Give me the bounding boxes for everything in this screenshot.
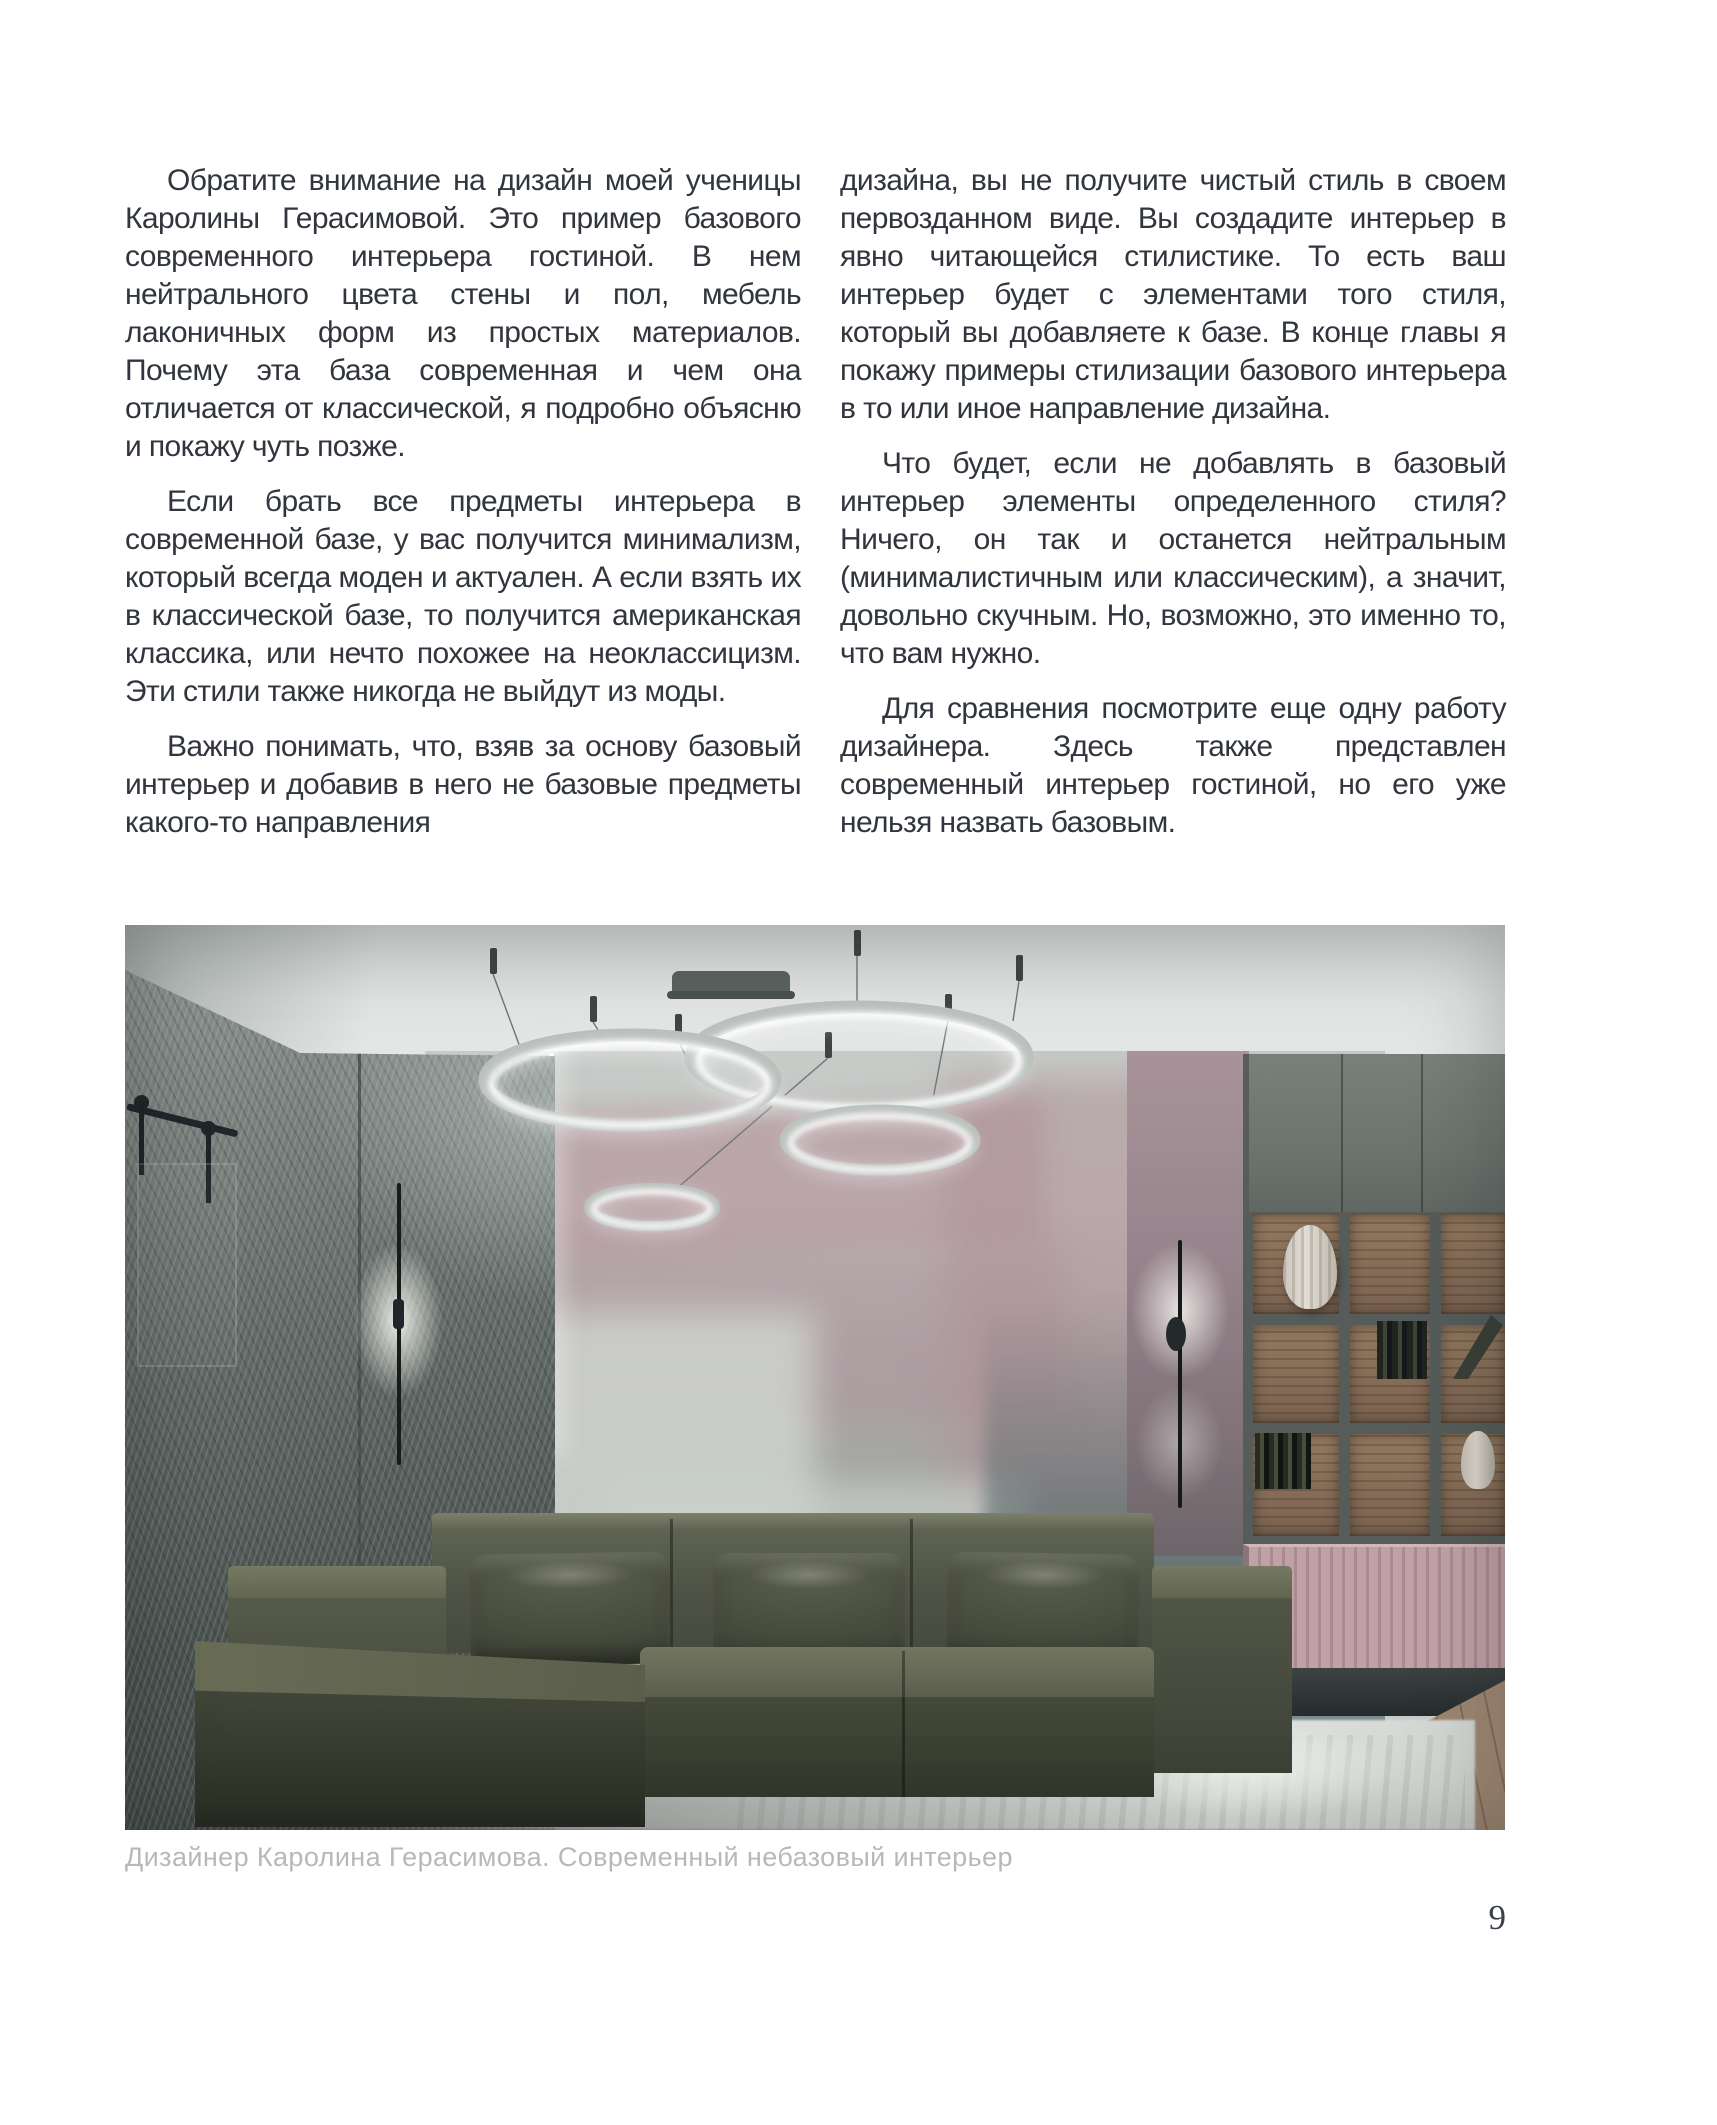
page-number: 9 <box>1488 1898 1506 1937</box>
interior-photo <box>125 925 1505 1830</box>
paragraph: Если брать все предметы интерьера в современной базе, у вас получится минимализм, который всегда моден и актуален. А если взять их в классической базе, то получится американская классика, или нечто похожее на неоклассицизм. Эти стили также никогда не выйдут из моды. <box>125 485 801 708</box>
paragraph: Важно понимать, что, взяв за основу базовый интерьер и добавив в него не базовые предметы какого-то направления <box>125 730 801 839</box>
paragraph: Обратите внимание на дизайн моей ученицы Каролины Герасимовой. Это пример базового современного интерьера гостиной. В нем нейтрального цвета стены и пол, мебель лаконичных форм из простых материалов. Почему эта база современная и чем она отличается от классической, я подробно объясню и покажу чуть позже. <box>125 164 801 463</box>
photo-vignette <box>125 925 1505 1830</box>
text-column-left <box>125 162 801 842</box>
figure-caption: Дизайнер Каролина Герасимова. Современный небазовый интерьер <box>125 1842 1013 1872</box>
text-column-right <box>840 162 1506 842</box>
paragraph: Для сравнения посмотрите еще одну работу дизайнера. Здесь также представлен современный интерьер гостиной, но его уже нельзя назвать базовым. <box>840 692 1506 839</box>
paragraph: Что будет, если не добавлять в базовый интерьер элементы определенного стиля? Ничего, он так и останется нейтральным (минималистичным или классическим), а значит, довольно скучным. Но, возможно, это именно то, что вам нужно. <box>840 447 1506 670</box>
paragraph: дизайна, вы не получите чистый стиль в своем первозданном виде. Вы создадите интерьер в явно читающейся стилистике. То есть ваш интерьер будет с элементами того стиля, который вы добавляете к базе. В конце главы я покажу примеры стилизации базового интерьера в то или иное направление дизайна. <box>840 164 1506 425</box>
